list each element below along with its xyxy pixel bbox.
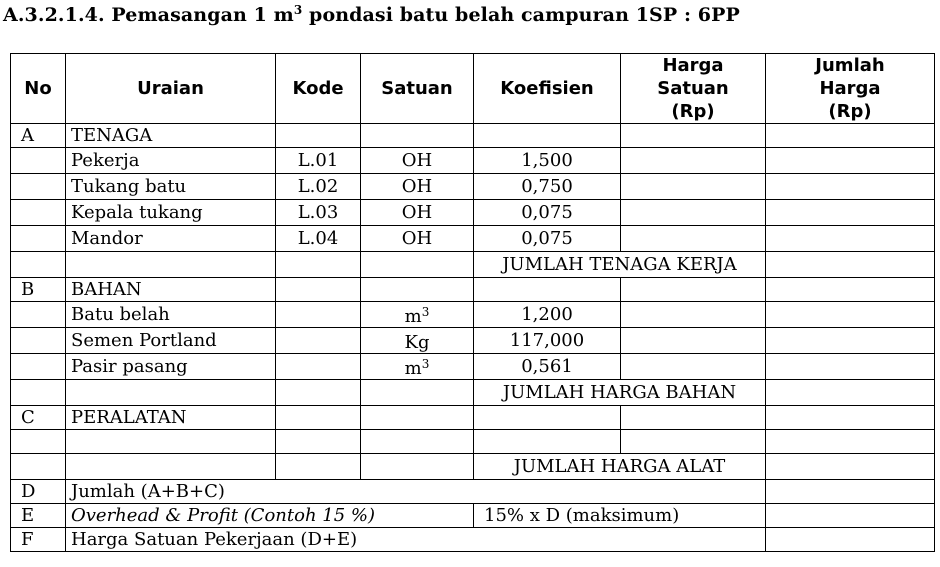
section-row-peralatan bbox=[11, 406, 935, 430]
table-row bbox=[11, 328, 935, 354]
item-satuan: OH bbox=[361, 226, 474, 252]
total-label: JUMLAH HARGA BAHAN bbox=[474, 380, 766, 406]
table-row bbox=[11, 148, 935, 174]
total-row-alat bbox=[11, 454, 935, 480]
item-uraian: Tukang batu bbox=[66, 174, 276, 200]
item-koefisien: 0,075 bbox=[474, 226, 621, 252]
item-koefisien: 0,750 bbox=[474, 174, 621, 200]
section-row-tenaga bbox=[11, 124, 935, 148]
section-label: TENAGA bbox=[66, 124, 276, 148]
item-koefisien: 0,075 bbox=[474, 200, 621, 226]
section-no: C bbox=[11, 406, 66, 430]
section-no: A bbox=[11, 124, 66, 148]
table-row bbox=[11, 226, 935, 252]
summary-no: D bbox=[11, 480, 66, 504]
section-row-bahan bbox=[11, 278, 935, 302]
summary-note: 15% x D (maksimum) bbox=[474, 504, 766, 528]
item-kode: L.03 bbox=[276, 200, 361, 226]
summary-row-e bbox=[11, 504, 935, 528]
table-row bbox=[11, 302, 935, 328]
header-satuan: Satuan bbox=[361, 54, 474, 124]
section-label: BAHAN bbox=[66, 278, 276, 302]
summary-no: E bbox=[11, 504, 66, 528]
table-row bbox=[11, 174, 935, 200]
item-uraian: Pasir pasang bbox=[66, 354, 276, 380]
total-row-tenaga bbox=[11, 252, 935, 278]
item-satuan: OH bbox=[361, 200, 474, 226]
item-uraian: Pekerja bbox=[66, 148, 276, 174]
table-row-empty bbox=[11, 430, 935, 454]
header-row bbox=[11, 54, 935, 124]
item-kode: L.02 bbox=[276, 174, 361, 200]
item-koefisien: 117,000 bbox=[474, 328, 621, 354]
title-text: A.3.2.1.4. Pemasangan 1 m bbox=[3, 4, 294, 26]
item-satuan: $m^3$ bbox=[361, 354, 474, 380]
item-satuan: OH bbox=[361, 148, 474, 174]
page-title bbox=[3, 3, 740, 26]
summary-no: F bbox=[11, 528, 66, 552]
title-superscript: 3 bbox=[293, 3, 303, 17]
summary-label: Overhead & Profit (Contoh 15 %) bbox=[66, 504, 474, 528]
table-row bbox=[11, 354, 935, 380]
header-harga-satuan: Harga Satuan (Rp) bbox=[621, 54, 766, 124]
header-uraian: Uraian bbox=[66, 54, 276, 124]
item-satuan: Kg bbox=[361, 328, 474, 354]
item-kode: L.04 bbox=[276, 226, 361, 252]
item-satuan: OH bbox=[361, 174, 474, 200]
item-kode: L.01 bbox=[276, 148, 361, 174]
summary-row-d bbox=[11, 480, 935, 504]
item-uraian: Mandor bbox=[66, 226, 276, 252]
header-no: No bbox=[11, 54, 66, 124]
header-koefisien: Koefisien bbox=[474, 54, 621, 124]
summary-label: Harga Satuan Pekerjaan (D+E) bbox=[66, 528, 766, 552]
summary-row-f bbox=[11, 528, 935, 552]
section-label: PERALATAN bbox=[66, 406, 276, 430]
section-no: B bbox=[11, 278, 66, 302]
item-uraian: Kepala tukang bbox=[66, 200, 276, 226]
title-text-suffix: pondasi batu belah campuran 1SP : 6PP bbox=[302, 4, 740, 26]
total-label: JUMLAH TENAGA KERJA bbox=[474, 252, 766, 278]
item-koefisien: 1,500 bbox=[474, 148, 621, 174]
item-uraian: Batu belah bbox=[66, 302, 276, 328]
total-label: JUMLAH HARGA ALAT bbox=[474, 454, 766, 480]
total-row-bahan bbox=[11, 380, 935, 406]
header-jumlah-harga: Jumlah Harga (Rp) bbox=[766, 54, 935, 124]
summary-label: Jumlah (A+B+C) bbox=[66, 480, 766, 504]
price-analysis-table bbox=[10, 53, 935, 552]
item-koefisien: 0,561 bbox=[474, 354, 621, 380]
item-satuan: $m^3$ bbox=[361, 302, 474, 328]
item-koefisien: 1,200 bbox=[474, 302, 621, 328]
table-row bbox=[11, 200, 935, 226]
item-uraian: Semen Portland bbox=[66, 328, 276, 354]
header-kode: Kode bbox=[276, 54, 361, 124]
